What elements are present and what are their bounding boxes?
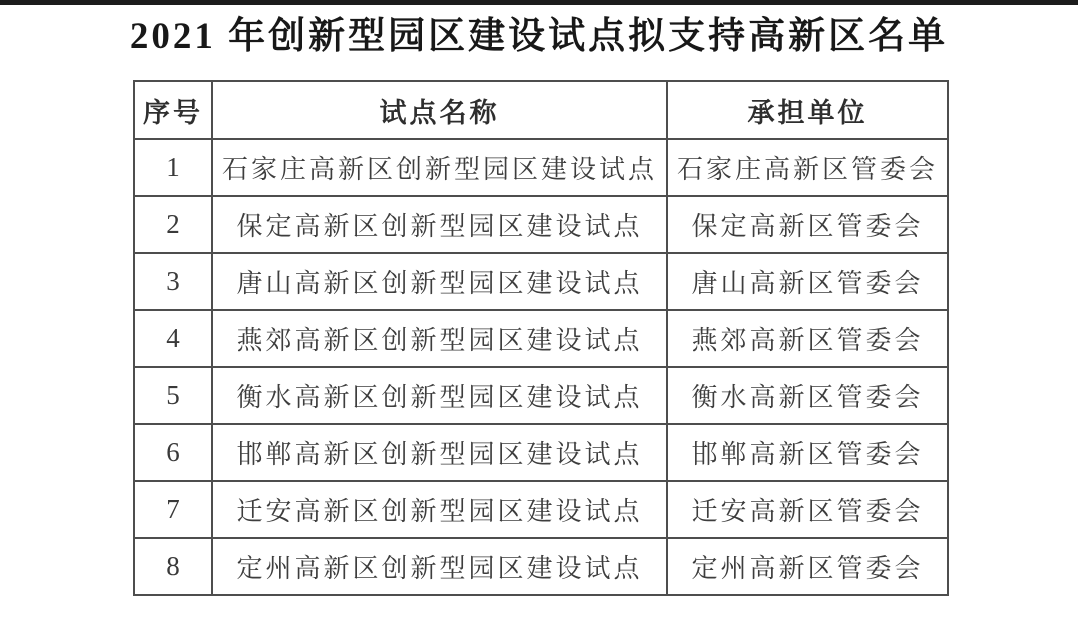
cell-pilot: 迁安高新区创新型园区建设试点 <box>212 481 667 538</box>
cell-unit: 石家庄高新区管委会 <box>667 139 948 196</box>
cell-serial: 2 <box>134 196 212 253</box>
table-row <box>134 481 948 538</box>
cell-pilot: 衡水高新区创新型园区建设试点 <box>212 367 667 424</box>
pilot-list-table <box>133 80 949 596</box>
table-row <box>134 253 948 310</box>
table-header-row <box>134 81 948 139</box>
table-row <box>134 310 948 367</box>
cell-unit: 迁安高新区管委会 <box>667 481 948 538</box>
cell-unit: 邯郸高新区管委会 <box>667 424 948 481</box>
cell-serial: 8 <box>134 538 212 595</box>
table-row <box>134 196 948 253</box>
cell-unit: 唐山高新区管委会 <box>667 253 948 310</box>
table-row <box>134 367 948 424</box>
cell-serial: 5 <box>134 367 212 424</box>
cell-pilot: 石家庄高新区创新型园区建设试点 <box>212 139 667 196</box>
cell-serial: 7 <box>134 481 212 538</box>
cell-unit: 衡水高新区管委会 <box>667 367 948 424</box>
cell-pilot: 燕郊高新区创新型园区建设试点 <box>212 310 667 367</box>
cell-serial: 6 <box>134 424 212 481</box>
top-edge-bar <box>0 0 1078 5</box>
cell-serial: 1 <box>134 139 212 196</box>
table-row <box>134 424 948 481</box>
cell-pilot: 保定高新区创新型园区建设试点 <box>212 196 667 253</box>
cell-pilot: 唐山高新区创新型园区建设试点 <box>212 253 667 310</box>
header-pilot-name: 试点名称 <box>212 81 667 139</box>
cell-serial: 3 <box>134 253 212 310</box>
document-title: 2021 年创新型园区建设试点拟支持高新区名单 <box>129 16 949 57</box>
header-serial-number: 序号 <box>134 81 212 139</box>
cell-unit: 保定高新区管委会 <box>667 196 948 253</box>
table-row <box>134 538 948 595</box>
table-row <box>134 139 948 196</box>
cell-serial: 4 <box>134 310 212 367</box>
pilot-list-table-container <box>133 80 947 596</box>
header-undertaking-unit: 承担单位 <box>667 81 948 139</box>
cell-pilot: 定州高新区创新型园区建设试点 <box>212 538 667 595</box>
cell-pilot: 邯郸高新区创新型园区建设试点 <box>212 424 667 481</box>
cell-unit: 定州高新区管委会 <box>667 538 948 595</box>
cell-unit: 燕郊高新区管委会 <box>667 310 948 367</box>
